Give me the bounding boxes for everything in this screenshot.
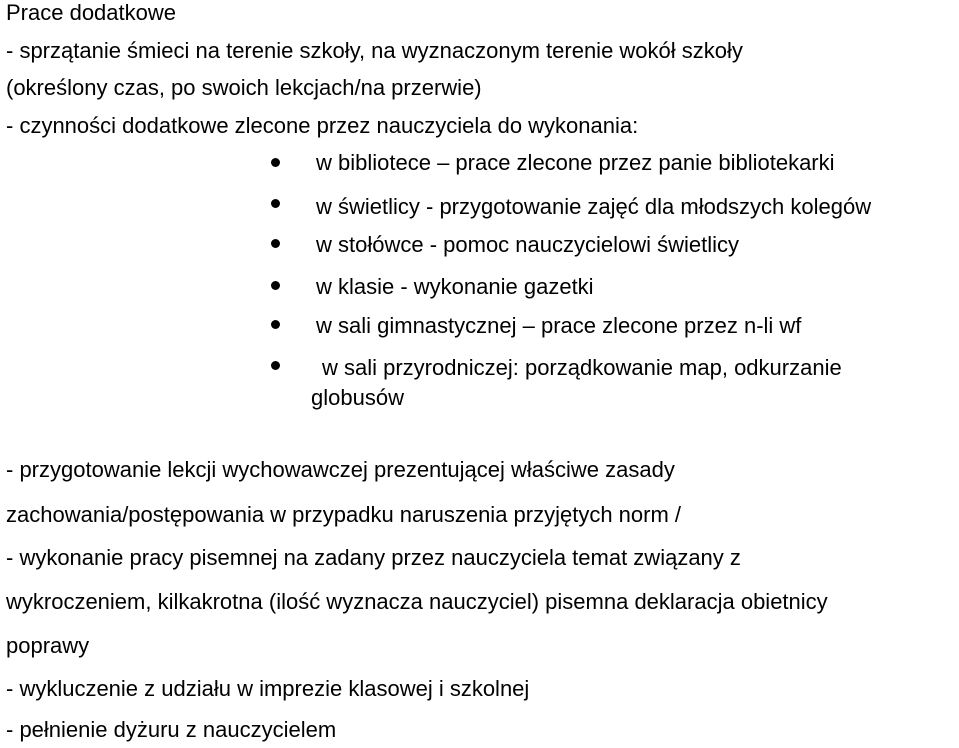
bullet-item-6-continuation: globusów (311, 385, 404, 410)
bullet-dot-icon (271, 158, 280, 167)
after-line-5: poprawy (6, 633, 90, 658)
after-line-1: - przygotowanie lekcji wychowawczej prezentującej właściwe zasady (6, 457, 675, 482)
after-line-7: - pełnienie dyżuru z nauczycielem (6, 717, 337, 742)
after-line-3: - wykonanie pracy pisemnej na zadany przez nauczyciela temat związany z (6, 545, 741, 570)
document-title: Prace dodatkowe (6, 0, 176, 25)
intro-line-2: (określony czas, po swoich lekcjach/na przerwie) (6, 75, 482, 100)
bullet-item-4: w klasie - wykonanie gazetki (316, 274, 594, 299)
intro-line-3: - czynności dodatkowe zlecone przez nauczyciela do wykonania: (6, 113, 639, 138)
bullet-item-1: w bibliotece – prace zlecone przez panie bibliotekarki (316, 150, 835, 175)
after-line-4: wykroczeniem, kilkakrotna (ilość wyznacza nauczyciel) pisemna deklaracja obietnicy (6, 589, 828, 614)
bullet-item-2: w świetlicy - przygotowanie zajęć dla młodszych kolegów (316, 194, 872, 219)
bullet-item-5: w sali gimnastycznej – prace zlecone przez n-li wf (316, 313, 802, 338)
after-line-2: zachowania/postępowania w przypadku naruszenia przyjętych norm / (6, 502, 682, 527)
after-line-6: - wykluczenie z udziału w imprezie klasowej i szkolnej (6, 676, 530, 701)
bullet-dot-icon (271, 320, 280, 329)
bullet-dot-icon (271, 361, 280, 370)
bullet-item-3: w stołówce - pomoc nauczycielowi świetlicy (316, 232, 740, 257)
bullet-item-6: w sali przyrodniczej: porządkowanie map, odkurzanie (322, 355, 842, 380)
bullet-dot-icon (271, 281, 280, 290)
bullet-dot-icon (271, 239, 280, 248)
bullet-dot-icon (271, 199, 280, 208)
intro-line-1: - sprzątanie śmieci na terenie szkoły, na wyznaczonym terenie wokół szkoły (6, 38, 743, 63)
